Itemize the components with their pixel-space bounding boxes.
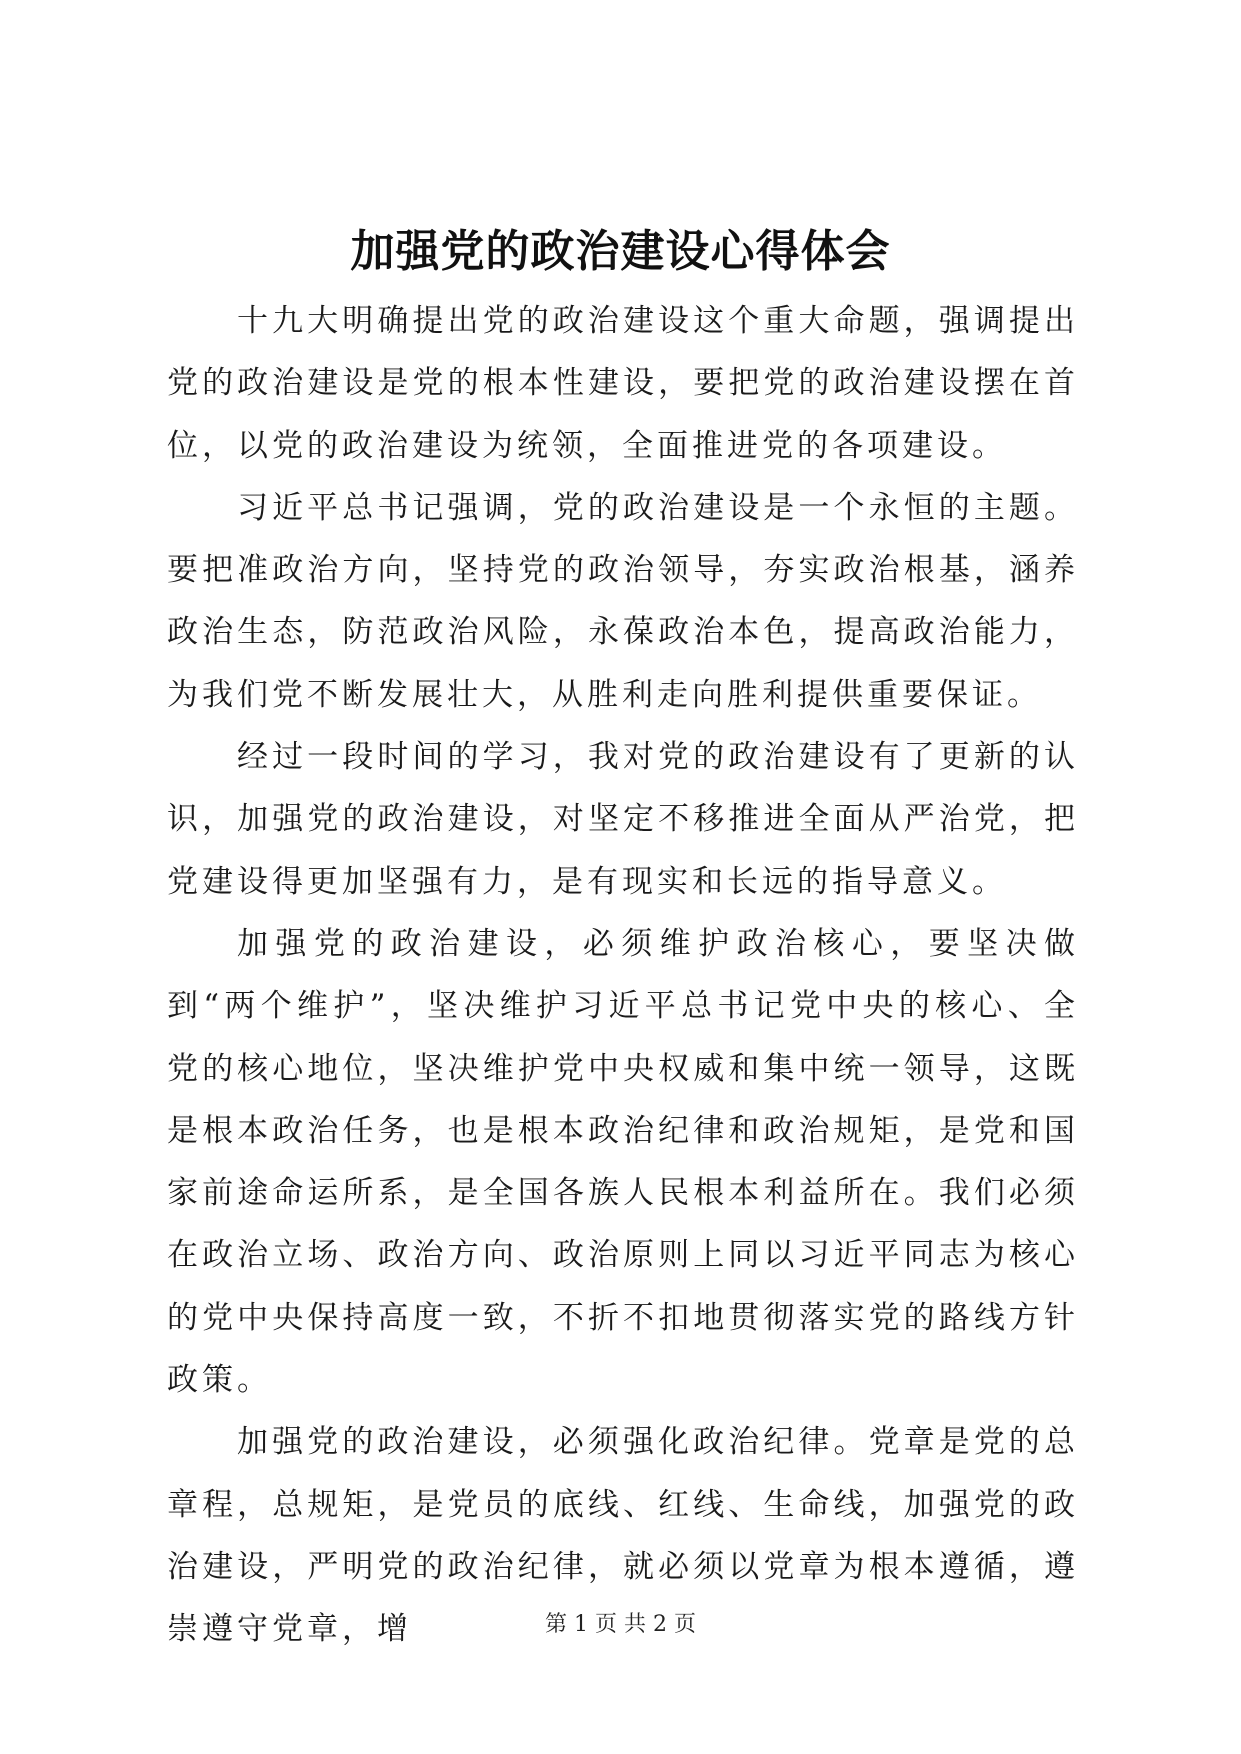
paragraph-5: 加强党的政治建设，必须强化政治纪律。党章是党的总章程，总规矩，是党员的底线、红线、生命线，加强党的政治建设，严明党的政治纪律，就必须以党章为根本遵循，遵崇遵守党章，增: [167, 1424, 1079, 1648]
page-number-footer: 第 1 页 共 2 页: [545, 1612, 696, 1637]
paragraph-3: 经过一段时间的学习，我对党的政治建设有了更新的认识，加强党的政治建设，对坚定不移推进全面从严治党，把党建设得更加坚强有力，是有现实和长远的指导意义。: [167, 739, 1079, 900]
paragraph-2: 习近平总书记强调，党的政治建设是一个永恒的主题。要把准政治方向，坚持党的政治领导，夯实政治根基，涵养政治生态，防范政治风险，永葆政治本色，提高政治能力，为我们党不断发展壮大，从胜利走向胜利提供重要保证。: [167, 489, 1079, 713]
paragraph-4: 加强党的政治建设，必须维护政治核心，要坚决做到“两个维护”，坚决维护习近平总书记党中央的核心、全党的核心地位，坚决维护党中央权威和集中统一领导，这既是根本政治任务，也是根本政治纪律和政治规矩，是党和国家前途命运所系，是全国各族人民根本利益所在。我们必须在政治立场、政治方向、政治原则上同以习近平同志为核心的党中央保持高度一致，不折不扣地贯彻落实党的路线方针政策。: [167, 925, 1079, 1399]
paragraph-1: 十九大明确提出党的政治建设这个重大命题，强调提出党的政治建设是党的根本性建设，要把党的政治建设摆在首位，以党的政治建设为统领，全面推进党的各项建设。: [167, 303, 1079, 464]
document-title: 加强党的政治建设心得体会: [350, 226, 891, 277]
document-body: [167, 290, 1079, 1661]
